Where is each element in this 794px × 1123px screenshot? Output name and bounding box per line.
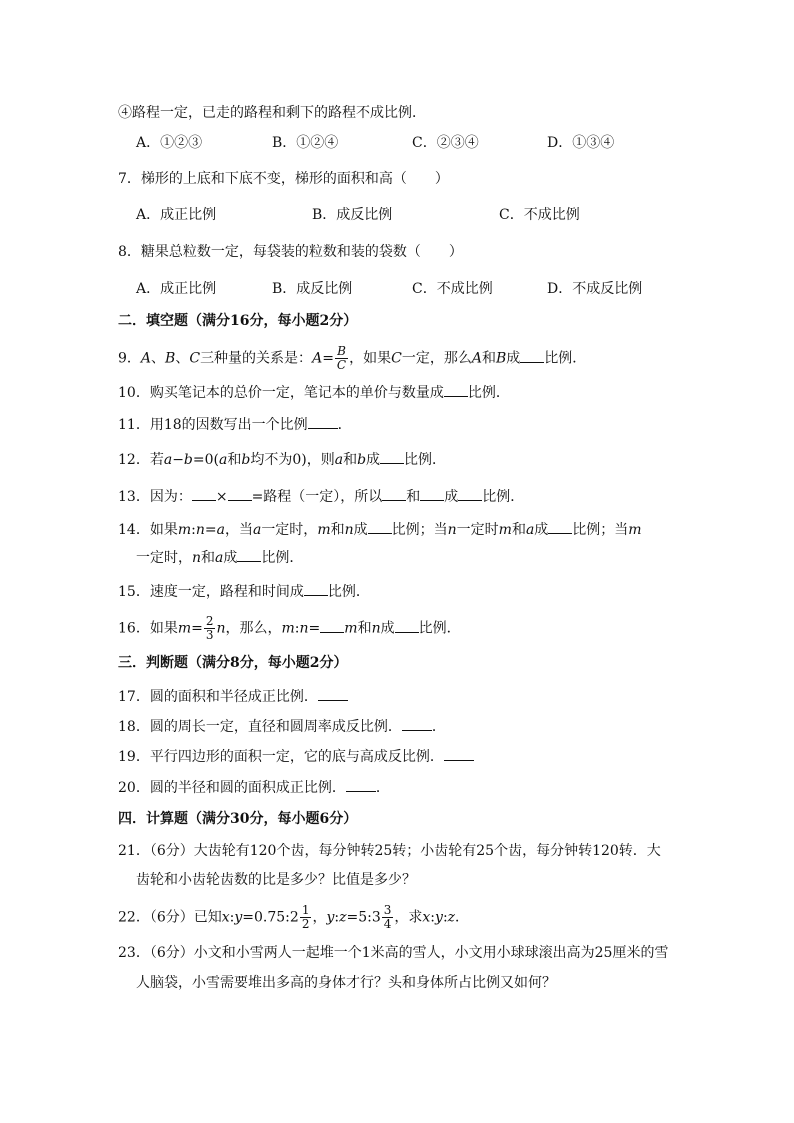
- answer-blank[interactable]: [192, 486, 216, 501]
- section-3-title: 三．判断题（满分8分，每小题2分）: [118, 655, 348, 671]
- q8-option-b[interactable]: B．成反比例: [272, 281, 353, 297]
- q23-line-2: 人脑袋，小雪需要堆出多高的身体才行？头和身体所占比例又如何？: [136, 975, 556, 991]
- q14-line-2: 一定时，n和a成 比例．: [136, 547, 303, 568]
- q22: 22．（6分）已知x:y=0.75:2 $\frac{1}{2}$ ，y:z=5:3 $\frac{3}{4}$ ，求x:y:z．: [118, 903, 470, 931]
- section-2-title: 二．填空题（满分16分，每小题2分）: [118, 313, 358, 329]
- q22-fraction-2: $\frac{3}{4}$: [383, 903, 392, 931]
- answer-blank[interactable]: [237, 547, 261, 562]
- q6-option-a[interactable]: A．①②③: [136, 135, 203, 151]
- q18: 18．圆的周长一定，直径和圆周率成反比例． ．: [118, 716, 446, 737]
- q6-option-b[interactable]: B．①②④: [272, 135, 339, 151]
- q8-option-d[interactable]: D．不成反比例: [547, 281, 643, 297]
- answer-blank[interactable]: [520, 348, 544, 363]
- section-4-title: 四．计算题（满分30分，每小题6分）: [118, 811, 358, 827]
- q14-line-1: 14．如果m:n=a，当a一定时，m和n成 比例；当n一定时m和a成 比例；当m: [118, 519, 642, 540]
- answer-blank[interactable]: [228, 486, 252, 501]
- answer-blank[interactable]: [308, 414, 338, 429]
- answer-blank[interactable]: [346, 777, 376, 792]
- q19: 19．平行四边形的面积一定，它的底与高成反比例．: [118, 746, 474, 767]
- answer-blank[interactable]: [320, 618, 344, 633]
- q7-option-b[interactable]: B．成反比例: [312, 207, 393, 223]
- answer-blank[interactable]: [368, 519, 392, 534]
- q10: 10．购买笔记本的总价一定，笔记本的单价与数量成 比例．: [118, 382, 510, 403]
- q15: 15．速度一定，路程和时间成 比例．: [118, 581, 370, 602]
- q6-option-c[interactable]: C．②③④: [412, 135, 479, 151]
- q7-option-a[interactable]: A．成正比例: [136, 207, 217, 223]
- q17: 17．圆的面积和半径成正比例．: [118, 686, 348, 707]
- q9-fraction: $\frac{B}{C}$: [336, 344, 347, 372]
- q6-option-d[interactable]: D．①③④: [547, 135, 615, 151]
- q13: 13．因为： × =路程（一定），所以 和 成 比例．: [118, 486, 524, 507]
- answer-blank[interactable]: [444, 746, 474, 761]
- answer-blank[interactable]: [318, 686, 348, 701]
- answer-blank[interactable]: [382, 486, 406, 501]
- q9: 9．A、B、C三种量的关系是：A= $\frac{B}{C}$ ，如果C一定，那么A和B成 比例．: [118, 344, 587, 372]
- q16: 16．如果m= $\frac{2}{3}$ n，那么，m:n= m和n成 比例．: [118, 614, 461, 642]
- answer-blank[interactable]: [402, 716, 432, 731]
- q21-line-1: 21．（6分）大齿轮有120个齿，每分钟转25转；小齿轮有25个齿，每分钟转120转．大: [118, 843, 661, 859]
- q8-option-a[interactable]: A．成正比例: [136, 281, 217, 297]
- q8-stem: 8．糖果总粒数一定，每袋装的粒数和装的袋数（ ）: [118, 244, 463, 260]
- q6-statement-4: ④路程一定，已走的路程和剩下的路程不成比例．: [118, 105, 426, 121]
- q22-fraction-1: $\frac{1}{2}$: [301, 903, 310, 931]
- answer-blank[interactable]: [395, 618, 419, 633]
- q11: 11．用18的因数写出一个比例 ．: [118, 414, 352, 435]
- answer-blank[interactable]: [548, 519, 572, 534]
- q12: 12．若a−b=0(a和b均不为0)，则a和b成 比例．: [118, 449, 446, 470]
- answer-blank[interactable]: [420, 486, 444, 501]
- q21-line-2: 齿轮和小齿轮齿数的比是多少？比值是多少？: [136, 872, 416, 888]
- q7-stem: 7．梯形的上底和下底不变，梯形的面积和高（ ）: [118, 171, 449, 187]
- answer-blank[interactable]: [380, 449, 404, 464]
- q7-option-c[interactable]: C．不成比例: [499, 207, 580, 223]
- q23-line-1: 23．（6分）小文和小雪两人一起堆一个1米高的雪人，小文用小球球滚出高为25厘米的雪: [118, 945, 669, 961]
- answer-blank[interactable]: [304, 581, 328, 596]
- q20: 20．圆的半径和圆的面积成正比例． ．: [118, 777, 390, 798]
- q16-fraction: $\frac{2}{3}$: [205, 614, 214, 642]
- answer-blank[interactable]: [444, 382, 468, 397]
- q8-option-c[interactable]: C．不成比例: [412, 281, 493, 297]
- answer-blank[interactable]: [458, 486, 482, 501]
